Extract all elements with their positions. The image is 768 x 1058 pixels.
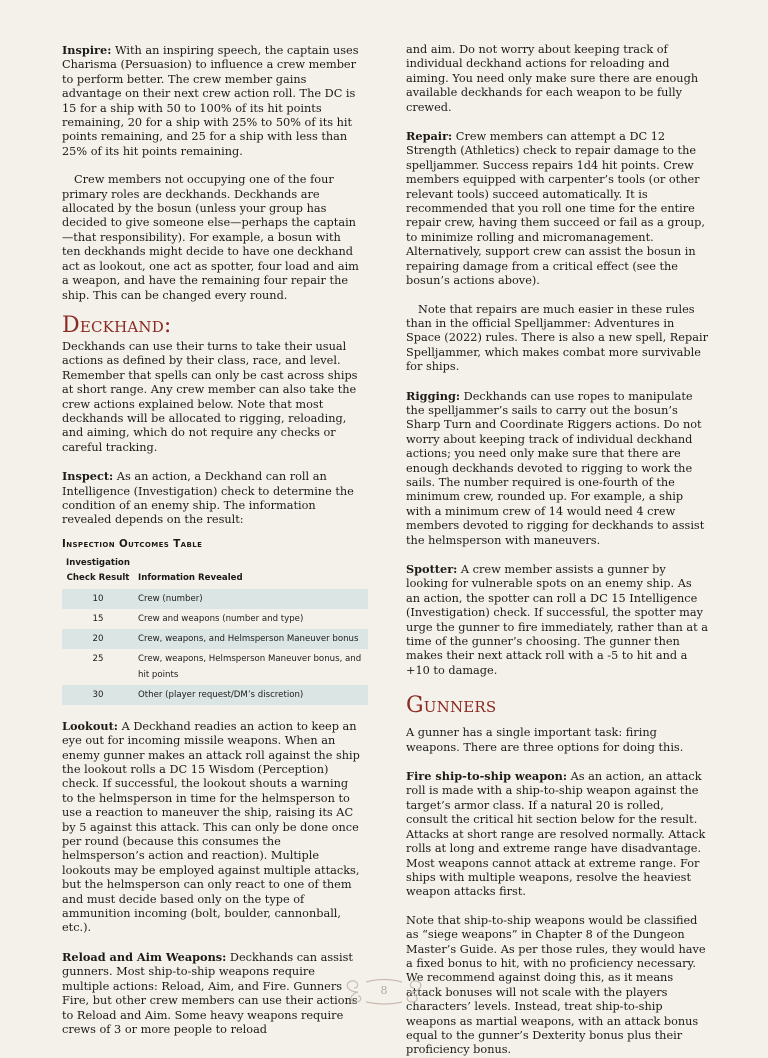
rigging-paragraph (406, 389, 708, 548)
page-footer (0, 976, 768, 1016)
left-column (62, 43, 362, 1037)
repair-text: Crew members can attempt a DC 12 Strength (Athletics) check to repair damage to the spelljammer. Success repairs 1d4 hit points. Crew members equipped with carpenter’s tools (or other relevant tools) succeed automatically. It is recommended that you roll one time for the entire repair crew, having them succeed or fail as a group, to minimize rolling and micromanagement. Alternatively, support crew can assist the bosun in repairing damage from a critical effect (see the bosun’s actions above). (406, 130, 705, 288)
gunners-heading: Gunners (406, 693, 497, 719)
table-header-check (62, 554, 134, 589)
table-cell-info: Crew and weapons (number and type) (138, 613, 304, 624)
crew-paragraph: Crew members not occupying one of the four primary roles are deckhands. Deckhands are allocated by the bosun (unless your group has decided to give someone else—perhaps the captain—that responsibility). For example, a bosun with ten deckhands might decide to have one deckhand act as lookout, one act as spotter, four load and aim a weapon, and have the remaining four repair the ship. This can be changed every round. (62, 173, 359, 302)
page-number: 8 (380, 984, 388, 997)
rigging-text: Deckhands can use ropes to manipulate the spelljammer’s sails to carry out the bosun’s Sharp Turn and Coordinate Riggers actions. Do not worry about keeping track of individual deckhand actions; you need only make sure that there are enough deckhands devoted to rigging to work the sails. The number required is one-fourth of the minimum crew, rounded up. For example, a ship with a minimum crew of 14 would need 4 crew members devoted to rigging for deckhands to assist the helmsperson with maneuvers. (406, 389, 705, 547)
table-row (62, 609, 368, 629)
table-row (62, 589, 368, 609)
table-cell-dc: 10 (62, 589, 134, 609)
lookout-label: Lookout: (62, 718, 118, 733)
table-row (62, 649, 368, 685)
spotter-paragraph (406, 562, 708, 678)
table-cell-dc: 30 (62, 685, 134, 705)
spotter-label: Spotter: (406, 562, 458, 576)
table-row (62, 685, 368, 705)
reload-label: Reload and Aim Weapons: (62, 949, 227, 964)
fire-label: Fire ship-to-ship weapon: (406, 769, 568, 784)
repair-label: Repair: (406, 129, 453, 144)
rigging-label: Rigging: (406, 388, 461, 403)
repairs-note-paragraph: Note that repairs are much easier in these rules than in the official Spelljammer: Adventures in Space (2022) rules. There is also a new spell, Repair Spelljammer, which makes combat more survivable for ships. (406, 302, 708, 374)
table-cell-dc: 25 (92, 653, 104, 664)
deckhand-heading: Deckhand: (62, 312, 172, 338)
table-header-info: Information Revealed (138, 572, 243, 583)
table-cell-info: Crew, weapons, Helmsperson Maneuver bonus, and hit points (138, 653, 362, 680)
inspect-text: As an action, a Deckhand can roll an Intelligence (Investigation) check to determine the condition of an enemy ship. The information revealed depends on the result: (62, 470, 354, 527)
inspection-table (62, 554, 368, 705)
deckhand-paragraph: Deckhands can use their turns to take their usual actions as defined by their class, race, and level. Remember that spells can only be cast across ships at short range. Any crew member can also take the crew actions explained below. Note that most deckhands will be allocated to rigging, reloading, and aiming, which do not require any checks or careful tracking. (62, 339, 358, 454)
lookout-text: A Deckhand readies an action to keep an eye out for incoming missile weapons. When an enemy gunner makes an attack roll against the ship the lookout rolls a DC 15 Wisdom (Perception) check. If successful, the lookout shouts a warning to the helmsperson in time for the helmsperson to use a reaction to maneuver the ship, raising its AC by 5 against this attack. This can only be done once per round (because this consumes the helmsperson’s action and reaction). Multiple lookouts may be employed against multiple attacks, but the helmsperson can only react to one of them and must decide based only on the type of ammunition incoming (bolt, boulder, cannonball, etc.). (62, 719, 360, 935)
spotter-text: A crew member assists a gunner by looking for vulnerable spots on an enemy ship. As an action, the spotter can roll a DC 15 Intelligence (Investigation) check. If successful, the spotter may urge the gunner to fire immediately, rather than at a time of the gunner’s choosing. The gunner then makes their next attack roll with a -5 to hit and a +10 to damage. (406, 563, 709, 677)
header-check-line2: Check Result (66, 572, 130, 583)
header-check-line1: Investigation (66, 557, 130, 568)
table-cell-info: Other (player request/DM’s discretion) (134, 685, 368, 705)
table-cell-info: Crew (number) (134, 589, 368, 609)
gunners-intro-paragraph: A gunner has a single important task: firing weapons. There are three options for doing this. (406, 726, 684, 754)
right-column (406, 43, 708, 1058)
inspect-label: Inspect: (62, 469, 114, 484)
inspire-paragraph (62, 43, 362, 159)
table-row (62, 629, 368, 649)
table-cell-info: Crew, weapons, and Helmsperson Maneuver bonus (134, 629, 368, 649)
lookout-paragraph (62, 719, 362, 936)
reload-text: Deckhands can assist gunners. Most ship-to-ship weapons require multiple actions: Reload, Aim, and Fire. Gunners Fire, but other crew members can use their actions to Reload and Aim. Some heavy weapons require crews of 3 or more people to reload (62, 950, 358, 1036)
continued-paragraph: and aim. Do not worry about keeping track of individual deckhand actions for reloading and aiming. You need only make sure there are enough available deckhands for each weapon to be fully crewed. (406, 43, 699, 114)
siege-note-paragraph: Note that ship-to-ship weapons would be classified as “siege weapons” in Chapter 8 of the Dungeon Master’s Guide. As per those rules, they would have a fixed bonus to hit, with no proficiency necessary. We recommend against doing this, as it means attack bonuses will not scale with the players characters’ levels. Instead, treat ship-to-ship weapons as martial weapons, with an attack bonus equal to the gunner’s Dexterity bonus plus their proficiency bonus. (406, 913, 706, 1057)
inspect-paragraph (62, 469, 362, 528)
fire-text: As an action, an attack roll is made with a ship-to-ship weapon against the target’s armor class. If a natural 20 is rolled, consult the critical hit section below for the result. Attacks at short range are resolved normally. Attack rolls at long and extreme range have disadvantage. Most weapons cannot attack at extreme range. For ships with multiple weapons, resolve the heaviest weapon attacks first. (406, 770, 706, 899)
table-title: Inspection Outcomes Table (62, 537, 203, 550)
inspire-label: Inspire: (62, 43, 112, 57)
repair-paragraph (406, 129, 708, 288)
fire-paragraph (406, 769, 708, 900)
table-cell-dc: 20 (62, 629, 134, 649)
inspire-text: With an inspiring speech, the captain uses Charisma (Persuasion) to influence a crew member to perform better. The crew member gains advantage on their next crew action roll. The DC is 15 for a ship with 50 to 100% of its hit points remaining, 20 for a ship with 25% to 50% of its hit points remaining, and 25 for a ship with less than 25% of its hit points remaining. (62, 44, 359, 158)
table-cell-dc: 15 (92, 613, 104, 624)
